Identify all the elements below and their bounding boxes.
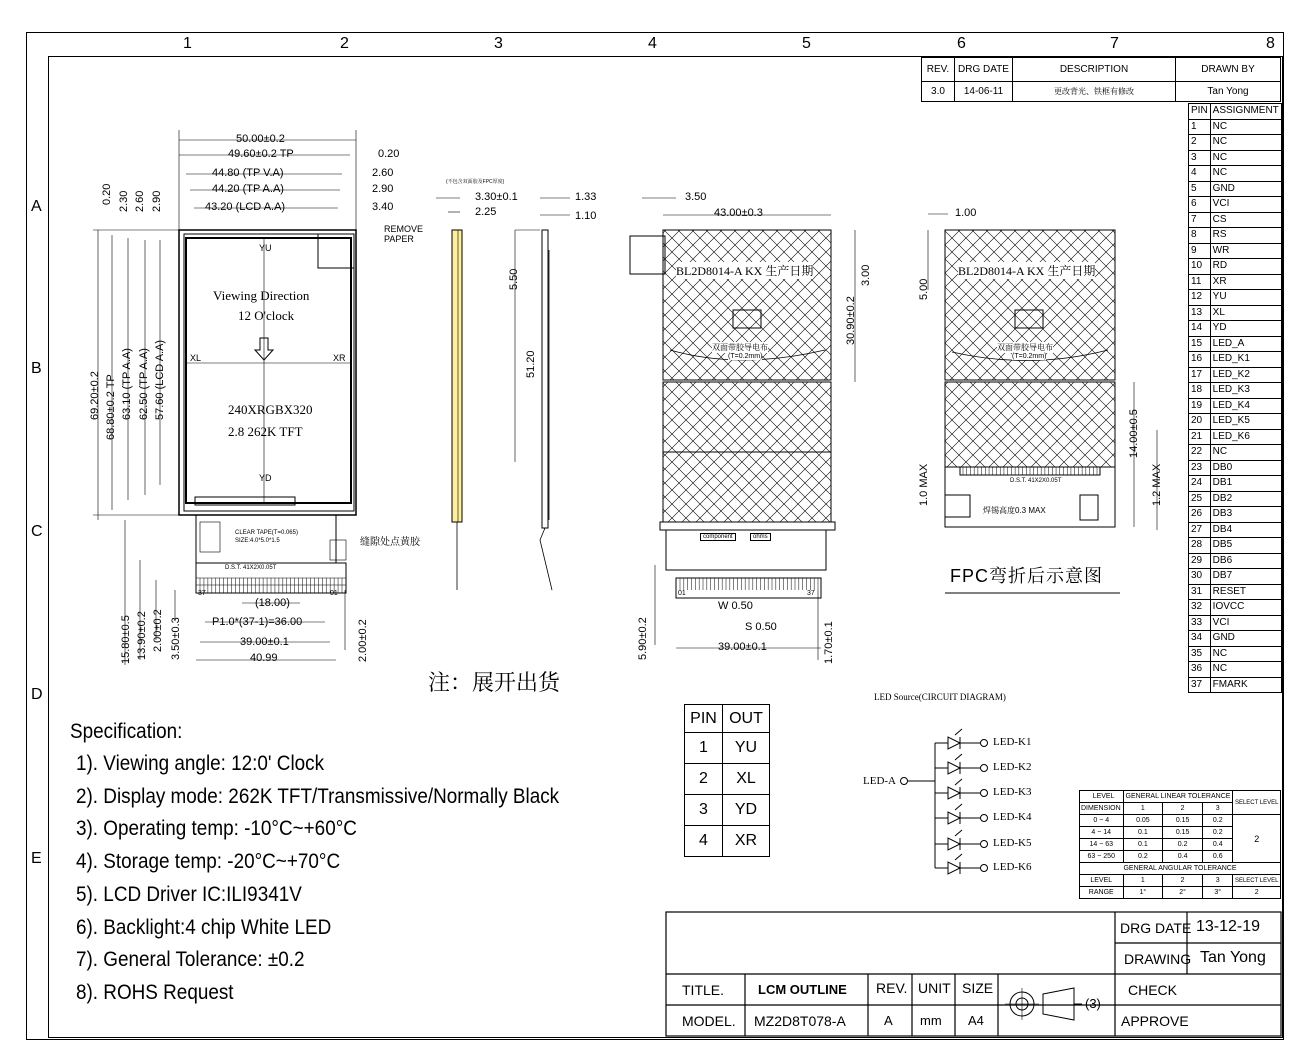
spec-item: 3). Operating temp: -10°C~+60°C — [76, 817, 357, 841]
led-2-path — [948, 762, 960, 774]
back-label: BL2D8014-A KX 生产日期 — [676, 264, 814, 278]
tol-cell: 0.15 — [1163, 827, 1203, 839]
tp-pin: 1 — [685, 733, 723, 764]
pin-number: 17 — [1189, 367, 1211, 383]
level-3: 3 — [1203, 803, 1233, 815]
zone-marker-side: E — [31, 850, 42, 867]
pin-signal: DB3 — [1210, 507, 1281, 523]
led-3-line — [955, 779, 962, 785]
yu-label: YU — [259, 243, 272, 253]
tp-pin: 4 — [685, 826, 723, 857]
dim-49-6: 49.60±0.2 TP — [228, 148, 294, 160]
drg-date-value: 14-06-11 — [955, 82, 1013, 102]
dim-fpc-5: 5.00 — [918, 278, 930, 300]
pin-number: 1 — [1189, 119, 1211, 135]
size-label: SIZE — [962, 980, 994, 996]
drawing-label: DRAWING — [1124, 951, 1192, 967]
spec-item: 1). Viewing angle: 12:0' Clock — [76, 752, 325, 775]
zone-marker-top: 6 — [957, 35, 966, 52]
pin-number: 2 — [1189, 135, 1211, 151]
dim-1-33: 1.33 — [575, 191, 597, 203]
pin-number: 11 — [1189, 274, 1211, 290]
angular-value: 3° — [1203, 887, 1233, 899]
zone-marker-top: 8 — [1266, 35, 1275, 52]
drg-date-header: DRG DATE — [955, 58, 1013, 82]
tp-row — [685, 733, 770, 764]
dim-fpc-1: 1.00 — [955, 207, 977, 219]
select-level-label: SELECT LEVEL — [1233, 791, 1281, 815]
tol-cell: 0.4 — [1163, 851, 1203, 863]
dim-3-5: 3.50±0.3 — [170, 617, 182, 660]
zone-marker-top: 1 — [183, 35, 192, 52]
dim-63-1: 63.10 (TP A.A) — [121, 348, 133, 420]
check-label: CHECK — [1128, 982, 1178, 998]
tol-cell: 14 ~ 63 — [1080, 839, 1124, 851]
pin-number: 3 — [1189, 150, 1211, 166]
tol-cell: 4 ~ 14 — [1080, 827, 1124, 839]
pin-signal: NC — [1210, 150, 1281, 166]
dim-l-2-9: 2.90 — [151, 190, 163, 212]
tp-pinout-table — [684, 704, 770, 857]
dim-back-3-5: 3.50 — [685, 191, 707, 203]
pin-number: 4 — [1189, 166, 1211, 182]
fpc-view-title: FPC弯折后示意图 — [950, 566, 1103, 586]
tol-row — [1080, 815, 1281, 827]
pin-number: 12 — [1189, 290, 1211, 306]
pin-signal: DB1 — [1210, 476, 1281, 492]
range-label: RANGE — [1080, 887, 1124, 899]
pin-number: 30 — [1189, 569, 1211, 585]
led-cathode-label: LED-K2 — [993, 761, 1032, 773]
unit-value: mm — [920, 1013, 942, 1028]
dim-1-7: 1.70±0.1 — [823, 621, 835, 664]
viewing-direction: Viewing Direction — [213, 288, 310, 303]
pin-signal: XR — [1210, 274, 1281, 290]
rev-value: 3.0 — [922, 82, 955, 102]
dim-69-2: 69.20±0.2 — [89, 371, 101, 420]
pin-signal: NC — [1210, 445, 1281, 461]
dim-l-2-6: 2.60 — [134, 190, 146, 212]
pin-number: 19 — [1189, 398, 1211, 414]
pin-number: 14 — [1189, 321, 1211, 337]
assignment-header: ASSIGNMENT — [1210, 104, 1281, 120]
pin-signal: LED_K4 — [1210, 398, 1281, 414]
dim-back-39: 39.00±0.1 — [718, 641, 767, 653]
dim-5-9: 5.90±0.2 — [637, 617, 649, 660]
spec-item: 4). Storage temp: -20°C~+70°C — [76, 850, 341, 874]
drawing-value: Tan Yong — [1200, 949, 1266, 966]
pin-signal: LED_K2 — [1210, 367, 1281, 383]
pin-signal: CS — [1210, 212, 1281, 228]
model-label: MODEL. — [682, 1013, 736, 1029]
tol-cell: 0.2 — [1163, 839, 1203, 851]
led-2-circle — [981, 765, 988, 772]
pin-signal: LED_K3 — [1210, 383, 1281, 399]
angular-level: 1 — [1123, 875, 1163, 887]
dim-pitch: P1.0*(37-1)=36.00 — [212, 616, 303, 628]
tp-pin: 2 — [685, 764, 723, 795]
yd-label: YD — [259, 473, 272, 483]
angular-value: 2° — [1163, 887, 1203, 899]
angular-tol-title: GENERAL ANGULAR TOLERANCE — [1080, 863, 1281, 875]
tol-cell: 0.05 — [1123, 815, 1163, 827]
pin-signal: RS — [1210, 228, 1281, 244]
spec-item: 5). LCD Driver IC:ILI9341V — [76, 882, 302, 906]
fpc-tape: 双面带胶导电布 — [997, 343, 1053, 352]
pin-number: 15 — [1189, 336, 1211, 352]
dim-fpc-14: 14.00±0.5 — [1128, 409, 1140, 458]
led-cathode-label: LED-K5 — [993, 837, 1032, 849]
tp-row — [685, 764, 770, 795]
led-cathode-label: LED-K6 — [993, 861, 1032, 873]
pin-number: 37 — [1189, 677, 1211, 693]
dim-13-9: 13.90±0.2 — [136, 611, 148, 660]
zone-marker-side: A — [31, 198, 42, 215]
tp-signal: XL — [722, 764, 769, 795]
pin-signal: DB6 — [1210, 553, 1281, 569]
zone-marker-top: 5 — [802, 35, 811, 52]
dim-68-8: 68.80±0.2 TP — [105, 374, 117, 440]
angular-select-level: SELECT LEVEL — [1233, 875, 1281, 887]
rev-label: REV. — [876, 980, 908, 996]
dim-fpc-1-2-max: 1.2 MAX — [1151, 463, 1163, 506]
pin-signal: DB4 — [1210, 522, 1281, 538]
dim-back-43: 43.00±0.3 — [714, 207, 763, 219]
dimension-label: DIMENSION — [1080, 803, 1124, 815]
unit-label: UNIT — [918, 980, 951, 996]
tol-cell: 0.15 — [1163, 815, 1203, 827]
pin-signal: DB2 — [1210, 491, 1281, 507]
drg-date-value: 13-12-19 — [1196, 918, 1261, 935]
approve-label: APPROVE — [1121, 1013, 1189, 1029]
pin-signal: GND — [1210, 631, 1281, 647]
pin-signal: RD — [1210, 259, 1281, 275]
pin-number: 24 — [1189, 476, 1211, 492]
tol-level-label: LEVEL — [1080, 791, 1124, 803]
pin-signal: WR — [1210, 243, 1281, 259]
led-4-path — [948, 812, 960, 824]
projection-icon — [1005, 988, 1082, 1020]
pin-number: 33 — [1189, 615, 1211, 631]
clear-tape: CLEAR TAPE(T=0.065) — [235, 530, 298, 536]
dim-57-6: 57.60 (LCD A.A) — [154, 339, 166, 420]
angular-level: 2 — [1163, 875, 1203, 887]
zone-marker-side: C — [31, 523, 43, 540]
pin-signal: IOVCC — [1210, 600, 1281, 616]
pin-signal: NC — [1210, 135, 1281, 151]
description-value: 更改背光、铁框有修改 — [1013, 82, 1176, 102]
remove-paper-label: REMOVE PAPER — [384, 224, 424, 244]
pin-number: 10 — [1189, 259, 1211, 275]
led-6-circle — [981, 865, 988, 872]
pin-number: 22 — [1189, 445, 1211, 461]
dim-r-3-4: 3.40 — [372, 201, 394, 213]
fpc-pins — [200, 578, 342, 593]
pin-signal: LED_K1 — [1210, 352, 1281, 368]
side-note: (不包含双面胶及FPC厚度) — [446, 179, 505, 185]
dim-r-2-0: 2.00±0.2 — [357, 619, 369, 662]
pin-number: 35 — [1189, 646, 1211, 662]
pin-signal: NC — [1210, 662, 1281, 678]
tolerance-table — [1079, 790, 1281, 899]
angular-selected: 2 — [1233, 887, 1281, 899]
pin-signal: VCI — [1210, 615, 1281, 631]
lcd-outline — [186, 238, 351, 503]
pin-number: 28 — [1189, 538, 1211, 554]
pin-signal: GND — [1210, 181, 1281, 197]
tp-row — [685, 795, 770, 826]
resolution-label: 240XRGBX320 — [228, 402, 313, 417]
pin-signal: YD — [1210, 321, 1281, 337]
pin-number: 5 — [1189, 181, 1211, 197]
pin-signal: NC — [1210, 646, 1281, 662]
front-pin-first: 37 — [198, 590, 206, 597]
dim-15-8: 15.80±0.5 — [120, 615, 132, 664]
pin-number: 36 — [1189, 662, 1211, 678]
description-header: DESCRIPTION — [1013, 58, 1176, 82]
rev-header: REV. — [922, 58, 955, 82]
zone-marker-side: D — [31, 686, 43, 703]
spec-item: 6). Backlight:4 chip White LED — [76, 915, 332, 939]
led-circuit-title: LED Source(CIRCUIT DIAGRAM) — [874, 692, 1006, 702]
zone-marker-top: 7 — [1110, 35, 1119, 52]
level-2: 2 — [1163, 803, 1203, 815]
title-label: TITLE. — [682, 982, 725, 998]
linear-tol-title: GENERAL LINEAR TOLERANCE — [1123, 791, 1233, 803]
led-anode-label: LED-A — [863, 775, 896, 787]
angular-value: 1° — [1123, 887, 1163, 899]
zone-marker-top: 3 — [494, 35, 503, 52]
dim-s: S 0.50 — [745, 621, 777, 633]
pin-number: 26 — [1189, 507, 1211, 523]
zone-marker-side: B — [31, 360, 42, 377]
dim-44-2: 44.20 (TP A.A) — [212, 183, 284, 195]
led-2-line — [955, 754, 962, 760]
pin-number: 6 — [1189, 197, 1211, 213]
unfold-shipping-note: 注：展开出货 — [428, 670, 561, 695]
led-1-circle — [981, 740, 988, 747]
tol-cell: 0 ~ 4 — [1080, 815, 1124, 827]
yellow-glue-note: 缝隙处点黄胶 — [360, 537, 420, 548]
tol-cell: 0.2 — [1203, 815, 1233, 827]
zone-marker-top: 2 — [340, 35, 349, 52]
spec-item: 8). ROHS Request — [76, 980, 234, 1004]
led-6-line — [955, 854, 962, 860]
pin-number: 32 — [1189, 600, 1211, 616]
dim-18: (18.00) — [255, 597, 290, 609]
tol-selected: 2 — [1233, 815, 1281, 863]
xr-label: XR — [333, 353, 346, 363]
pin-signal: LED_A — [1210, 336, 1281, 352]
pin-signal: YU — [1210, 290, 1281, 306]
spec-item: 7). General Tolerance: ±0.2 — [76, 948, 305, 972]
pin-signal: LED_K5 — [1210, 414, 1281, 430]
dim-1-1: 1.10 — [575, 210, 597, 222]
led-1-line — [955, 729, 962, 735]
tol-cell: 0.1 — [1123, 839, 1163, 851]
tp-pin: 3 — [685, 795, 723, 826]
xl-label: XL — [190, 353, 202, 363]
tp-row — [685, 826, 770, 857]
front-pin-last: 01 — [330, 590, 338, 597]
drawn-by-header: DRAWN BY — [1176, 58, 1281, 82]
dim-w: W 0.50 — [718, 600, 753, 612]
rev-value: A — [884, 1013, 893, 1028]
led-cathode-label: LED-K1 — [993, 736, 1032, 748]
dim-l-2-3: 2.30 — [118, 190, 130, 212]
dim-back-30-9: 30.90±0.2 — [845, 296, 857, 345]
dim-2-0: 2.00±0.2 — [152, 609, 164, 652]
back-tape: 双面带胶导电布 — [712, 343, 768, 352]
pin-signal: NC — [1210, 166, 1281, 182]
angular-level-label: LEVEL — [1080, 875, 1124, 887]
front-fpc-text: D.S.T. 41X2X0.05T — [225, 565, 277, 571]
dim-l-0-2: 0.20 — [101, 183, 113, 205]
title-value: LCM OUTLINE — [758, 982, 847, 997]
dim-51-2: 51.20 — [525, 350, 537, 378]
led-4-circle — [981, 815, 988, 822]
pin-number: 7 — [1189, 212, 1211, 228]
dim-50: 50.00±0.2 — [236, 133, 285, 145]
led-3-path — [948, 787, 960, 799]
pin-header: PIN — [1189, 104, 1211, 120]
dim-r-2-6: 2.60 — [372, 167, 394, 179]
pin-number: 21 — [1189, 429, 1211, 445]
dim-3-3: 3.30±0.1 — [475, 191, 518, 203]
pin-number: 8 — [1189, 228, 1211, 244]
tol-cell: 63 ~ 250 — [1080, 851, 1124, 863]
pin-number: 34 — [1189, 631, 1211, 647]
tp-signal: YU — [722, 733, 769, 764]
dim-5-5: 5.50 — [508, 268, 520, 290]
pin-number: 20 — [1189, 414, 1211, 430]
fpc-tape-t: (T=0.2mm) — [1012, 353, 1047, 360]
led-circuit-diagram — [901, 729, 988, 874]
panel-label: 2.8 262K TFT — [228, 424, 303, 439]
size-value: A4 — [968, 1013, 984, 1028]
angular-level: 3 — [1203, 875, 1233, 887]
tol-cell: 0.1 — [1123, 827, 1163, 839]
dim-43-2: 43.20 (LCD A.A) — [205, 201, 286, 213]
tol-cell: 0.2 — [1123, 851, 1163, 863]
pin-signal: DB5 — [1210, 538, 1281, 554]
pin-signal: LED_K6 — [1210, 429, 1281, 445]
pin-signal: FMARK — [1210, 677, 1281, 693]
led-cathode-label: LED-K3 — [993, 786, 1032, 798]
pin-signal: VCI — [1210, 197, 1281, 213]
tol-cell: 0.2 — [1203, 827, 1233, 839]
led-6-path — [948, 862, 960, 874]
led-3-circle — [981, 790, 988, 797]
tp-signal: XR — [722, 826, 769, 857]
tol-cell: 0.4 — [1203, 839, 1233, 851]
tol-cell: 0.6 — [1203, 851, 1233, 863]
dim-r-2-9: 2.90 — [372, 183, 394, 195]
back-pin-first: 01 — [678, 590, 686, 597]
drg-date-label: DRG DATE — [1120, 920, 1192, 936]
dim-44-8: 44.80 (TP V.A) — [212, 167, 284, 179]
pin-number: 18 — [1189, 383, 1211, 399]
fpc-dst-text: D.S.T. 41X2X0.05T — [1010, 478, 1062, 484]
led-5-path — [948, 838, 960, 850]
dim-62-5: 62.50 (TP A.A) — [138, 348, 150, 420]
pin-signal: RESET — [1210, 584, 1281, 600]
component-label: component — [700, 533, 736, 541]
dim-40-99: 40.99 — [250, 652, 278, 664]
pin-number: 23 — [1189, 460, 1211, 476]
pin-number: 31 — [1189, 584, 1211, 600]
back-pin-last: 37 — [807, 590, 815, 597]
drawn-by-value: Tan Yong — [1176, 82, 1281, 102]
led-5-line — [955, 830, 962, 836]
dim-back-3: 3.00 — [860, 264, 872, 286]
led-cathode-label: LED-K4 — [993, 811, 1032, 823]
pin-number: 25 — [1189, 491, 1211, 507]
pin-number: 13 — [1189, 305, 1211, 321]
clear-tape-size: SIZE:4.0*5.0*1.5 — [235, 538, 280, 544]
pin-number: 9 — [1189, 243, 1211, 259]
clock-label: 12 O'clock — [238, 308, 295, 323]
led-5-circle — [981, 841, 988, 848]
model-value: MZ2D8T078-A — [754, 1013, 846, 1029]
back-tape-t: (T=0.2mm) — [728, 353, 763, 360]
led-4-line — [955, 804, 962, 810]
remove-paper-tab — [318, 234, 354, 268]
zone-marker-top: 4 — [648, 35, 657, 52]
solder-note: 焊锡高度0.3 MAX — [983, 506, 1046, 515]
dim-39: 39.00±0.1 — [240, 636, 289, 648]
pin-number: 29 — [1189, 553, 1211, 569]
tp-pin-header: PIN — [685, 705, 723, 733]
side-view — [436, 198, 570, 590]
dim-r-0-2: 0.20 — [378, 148, 400, 160]
tp-outline — [184, 234, 354, 511]
pin-signal: XL — [1210, 305, 1281, 321]
ohms-label: ohms — [750, 533, 771, 541]
projection-number: (3) — [1085, 996, 1101, 1011]
fpc-label: BL2D8014-A KX 生产日期 — [958, 264, 1096, 278]
tp-out-header: OUT — [722, 705, 769, 733]
dim-fpc-1-0-max: 1.0 MAX — [918, 463, 930, 506]
pin-number: 27 — [1189, 522, 1211, 538]
level-1: 1 — [1123, 803, 1163, 815]
spec-item: 2). Display mode: 262K TFT/Transmissive/Normally Black — [76, 784, 560, 808]
led-1-path — [948, 737, 960, 749]
tp-signal: YD — [722, 795, 769, 826]
pin-signal: DB7 — [1210, 569, 1281, 585]
dim-2-25: 2.25 — [475, 206, 497, 218]
pin-signal: NC — [1210, 119, 1281, 135]
spec-title: Specification: — [70, 720, 183, 743]
pin-number: 16 — [1189, 352, 1211, 368]
pin-signal: DB0 — [1210, 460, 1281, 476]
